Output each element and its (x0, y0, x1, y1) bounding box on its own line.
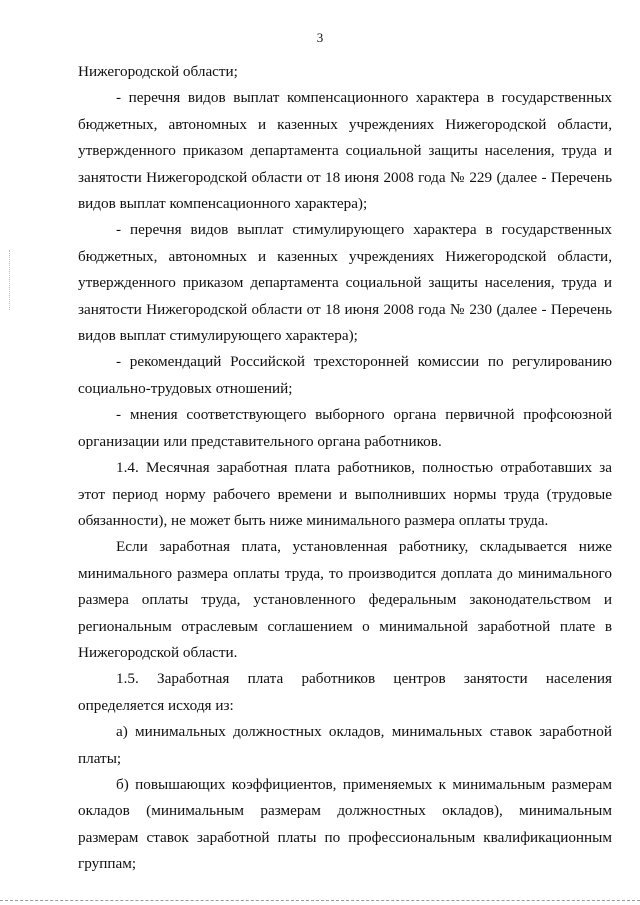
list-item-union-opinion: - мнения соответствующего выборного органа первичной профсоюзной организации или представительного органа работников. (78, 406, 612, 450)
list-item-b: б) повышающих коэффициентов, применяемых к минимальным размерам окладов (минимальным размерам должностных окладов), минимальным размерам ставок заработной платы по профессиональным квалификационным группам; (78, 775, 612, 873)
list-item-commission-recommendations: - рекомендаций Российской трехсторонней комиссии по регулированию социально-трудовых отношений; (78, 353, 612, 397)
list-item-a: а) минимальных должностных окладов, минимальных ставок заработной платы; (78, 723, 612, 767)
list-item-compensation-payments: - перечня видов выплат компенсационного характера в государственных бюджетных, автономных и казенных учреждениях Нижегородской области, утвержденного приказом департамента социальной защиты населения, труда и занятости Нижегородской области от 18 июня 2008 года № 229 (далее - Перечень видов выплат компенсационного характера); (78, 89, 612, 213)
paragraph-continuation: Нижегородской области; (78, 63, 238, 80)
scan-margin-mark (9, 250, 11, 310)
document-body (78, 59, 612, 878)
clause-1-4: 1.4. Месячная заработная плата работников, полностью отработавших за этот период норму рабочего времени и выполнивших нормы труда (трудовые обязанности), не может быть ниже минимального размера оплаты труда. (78, 459, 612, 529)
page-number: 3 (316, 30, 324, 45)
list-item-incentive-payments: - перечня видов выплат стимулирующего характера в государственных бюджетных, автономных и казенных учреждениях Нижегородской области, утвержденного приказом департамента социальной защиты населения, труда и занятости Нижегородской области от 18 июня 2008 года № 230 (далее - Перечень видов выплат стимулирующего характера); (78, 221, 612, 345)
paragraph-minimum-wage-supplement: Если заработная плата, установленная работнику, складывается ниже минимального размера оплаты труда, то производится доплата до минимального размера оплаты труда, установленного федеральным законодательством и региональным отраслевым соглашением о минимальной заработной плате в Нижегородской области. (78, 538, 612, 661)
scan-bottom-edge (0, 900, 640, 901)
clause-1-5: 1.5. Заработная плата работников центров занятости населения определяется исходя из: (78, 670, 612, 714)
